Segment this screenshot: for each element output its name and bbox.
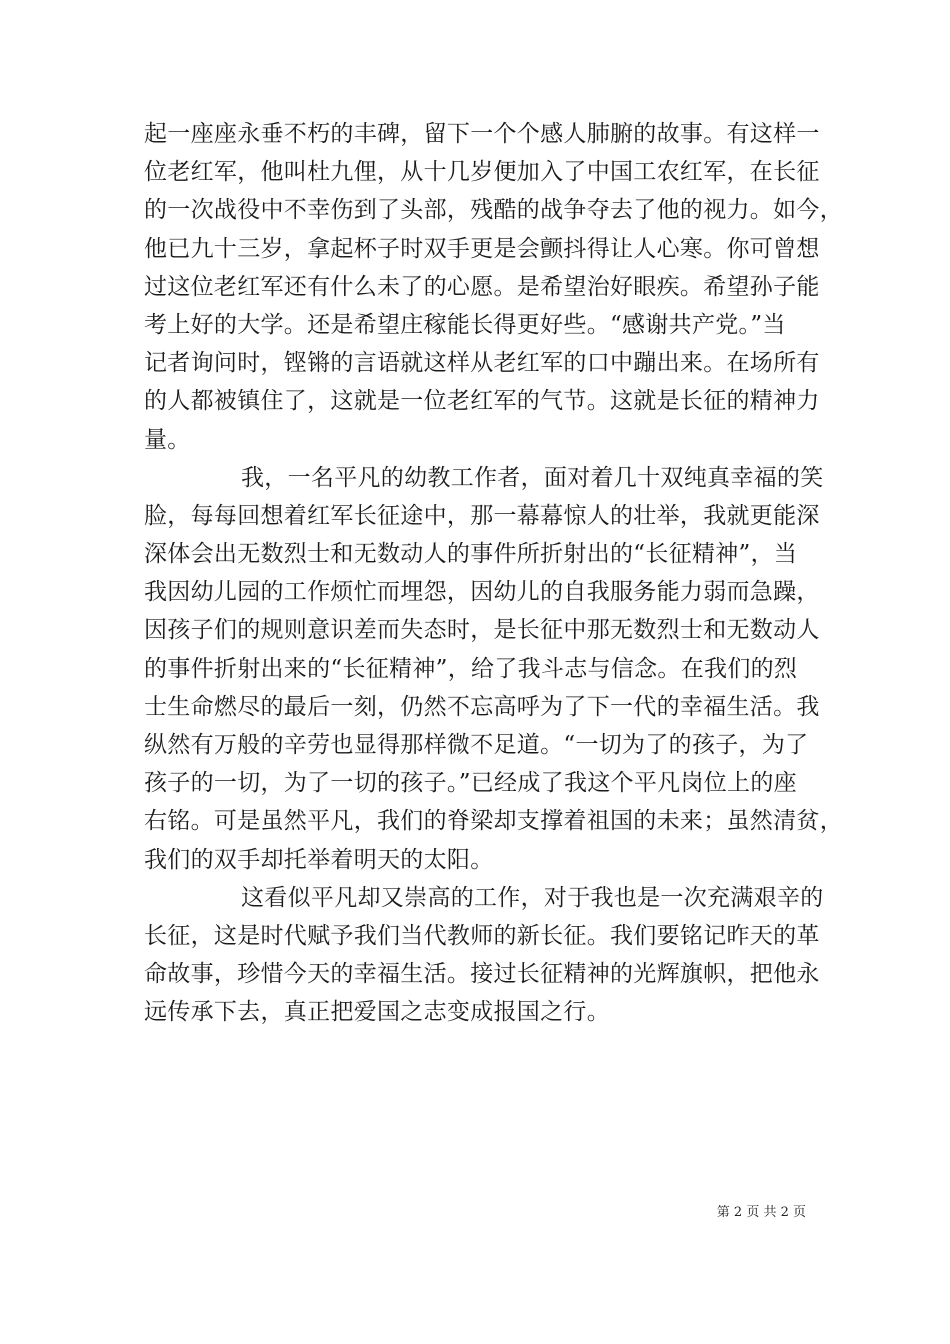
text-line: 位老红军，他叫杜九俚，从十几岁便加入了中国工农红军，在长征 [144,159,820,186]
text-line: 的一次战役中不幸伤到了头部，残酷的战争夺去了他的视力。如今， [144,197,843,224]
text-line: 深体会出无数烈士和无数动人的事件所折射出的“长征精神”，当 [144,541,798,568]
text-line: 起一座座永垂不朽的丰碑，留下一个个感人肺腑的故事。有这样一 [144,121,820,147]
paragraph-start-line: 我，一名平凡的幼教工作者，面对着几十双纯真幸福的笑 [241,464,824,491]
text-line: 他已九十三岁，拿起杯子时双手更是会颤抖得让人心寒。你可曾想 [144,235,820,262]
text-line: 记者询问时，铿锵的言语就这样从老红军的口中蹦出来。在场所有 [144,350,820,377]
text-line: 长征，这是时代赋予我们当代教师的新长征。我们要铭记昨天的革 [144,922,820,949]
text-line: 士生命燃尽的最后一刻，仍然不忘高呼为了下一代的幸福生活。我 [144,693,820,720]
page-number: 第 2 页 共 2 页 [716,1205,806,1220]
text-line: 的人都被镇住了，这就是一位老红军的气节。这就是长征的精神力 [144,388,820,415]
text-line: 纵然有万般的辛劳也显得那样微不足道。“一切为了的孩子，为了 [144,732,809,758]
text-line: 因孩子们的规则意识差而失态时，是长征中那无数烈士和无数动人 [144,617,820,644]
text-line: 命故事，珍惜今天的幸福生活。接过长征精神的光辉旗帜，把他永 [144,961,820,988]
text-line: 我们的双手却托举着明天的太阳。 [144,846,494,873]
document-body [144,115,843,1032]
text-line: 过这位老红军还有什么未了的心愿。是希望治好眼疾。希望孙子能 [144,273,820,300]
text-line: 脸，每每回想着红军长征途中，那一幕幕惊人的壮举，我就更能深 [144,502,820,529]
text-line: 我因幼儿园的工作烦忙而埋怨，因幼儿的自我服务能力弱而急躁， [144,579,820,606]
text-line: 孩子的一切，为了一切的孩子。”已经成了我这个平凡岗位上的座 [144,770,797,797]
text-line: 的事件折射出来的“长征精神”，给了我斗志与信念。在我们的烈 [144,655,798,682]
text-line: 量。 [144,426,191,453]
text-line: 考上好的大学。还是希望庄稼能长得更好些。“感谢共产党。”当 [144,311,786,338]
paragraph-start-line: 这看似平凡却又崇高的工作，对于我也是一次充满艰辛的 [241,884,824,911]
text-line: 远传承下去，真正把爱国之志变成报国之行。 [144,999,610,1026]
text-line: 右铭。可是虽然平凡，我们的脊梁却支撑着祖国的未来；虽然清贫， [144,808,843,835]
